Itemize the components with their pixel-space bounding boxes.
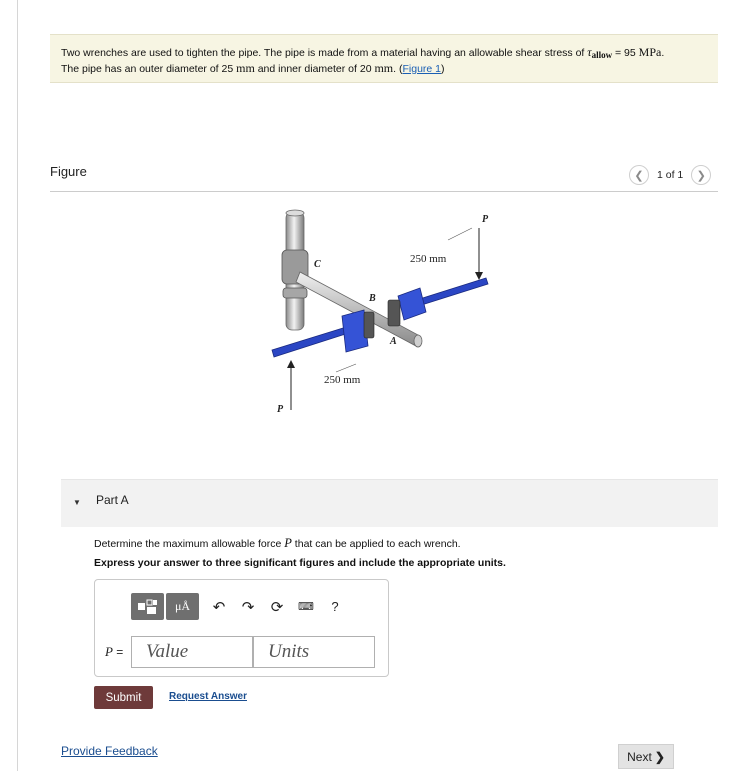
problem-statement	[50, 34, 718, 83]
question-text: Determine the maximum allowable force P that can be applied to each wrench.	[94, 536, 461, 550]
dim-label-top: 250 mm	[410, 253, 447, 265]
pipe-right-end	[414, 335, 422, 347]
units-input[interactable]	[253, 636, 375, 668]
math-toolbar	[131, 593, 346, 620]
answer-label: P =	[105, 644, 124, 659]
force-label-top: P	[482, 214, 489, 225]
figure-heading: Figure	[50, 164, 87, 179]
wrench-pipe-figure	[260, 200, 500, 420]
wrench-jaw-left	[364, 312, 374, 338]
undo-icon[interactable]: ↶	[212, 598, 226, 616]
next-button[interactable]: Next ❯	[618, 744, 674, 769]
tau-symbol: τ	[587, 45, 592, 59]
request-answer-link[interactable]: Request Answer	[169, 691, 247, 702]
dim-label-bottom: 250 mm	[324, 374, 361, 386]
dim-line-bottom	[336, 364, 356, 372]
template-button[interactable]	[131, 593, 164, 620]
force-label-bottom: P	[277, 404, 284, 415]
chevron-right-icon[interactable]: ❯	[691, 165, 711, 185]
provide-feedback-link[interactable]: Provide Feedback	[61, 744, 158, 758]
help-icon[interactable]: ?	[331, 599, 339, 614]
instruction-text: Express your answer to three significant figures and include the appropriate units.	[94, 557, 506, 569]
pipe-top-end	[286, 210, 304, 216]
problem-line-1: Two wrenches are used to tighten the pipe. The pipe is made from a material having an allowable shear stress of τallow = 95 MPa.	[61, 45, 665, 60]
submit-button[interactable]: Submit	[94, 686, 153, 709]
figure-divider	[50, 191, 718, 192]
part-a-title: Part A	[96, 493, 129, 507]
answer-box	[94, 579, 389, 677]
pager-count: 1 of 1	[657, 169, 684, 181]
force-arrow-bottom-head	[287, 360, 295, 368]
chevron-right-icon: ❯	[654, 749, 665, 764]
dim-line-top	[448, 228, 472, 240]
wrench-jaw-right	[388, 300, 400, 326]
chevron-left-icon[interactable]: ❮	[629, 165, 649, 185]
tau-subscript: allow	[591, 50, 613, 60]
part-a-header[interactable]	[61, 479, 718, 527]
figure-link[interactable]: Figure 1	[402, 63, 442, 75]
value-input[interactable]	[131, 636, 253, 668]
problem-line-2: The pipe has an outer diameter of 25 mm and inner diameter of 20 mm. (Figure 1)	[61, 61, 445, 75]
template-icon	[136, 598, 160, 616]
point-label-b: B	[369, 293, 376, 304]
point-label-a: A	[390, 336, 397, 347]
left-border	[17, 0, 18, 771]
pipe-coupling	[283, 288, 307, 298]
point-label-c: C	[314, 259, 321, 270]
question-variable: P	[284, 536, 292, 550]
force-arrow-top-head	[475, 272, 483, 280]
reset-icon[interactable]: ⟳	[270, 598, 284, 616]
wrench-head-right	[398, 288, 426, 320]
stress-unit: MPa	[638, 45, 662, 59]
keyboard-icon[interactable]: ⌨	[298, 601, 314, 613]
redo-icon[interactable]: ↷	[241, 598, 255, 616]
collapse-caret-icon[interactable]: ▼	[73, 498, 81, 507]
units-button[interactable]: μÅ	[166, 593, 199, 620]
figure-pager	[629, 164, 711, 186]
